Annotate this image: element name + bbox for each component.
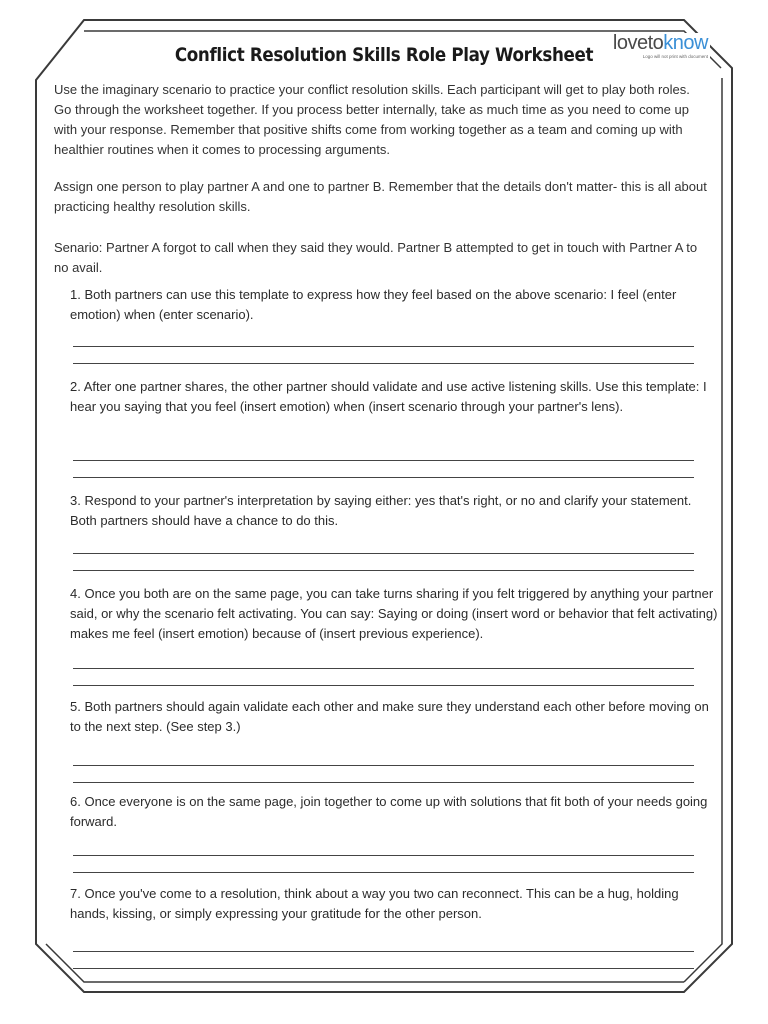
page-title: Conflict Resolution Skills Role Play Worksheet [174,44,594,66]
intro-paragraph-2: Assign one person to play partner A and one to partner B. Remember that the details don't matter- this is all about practicing healthy resolution skills. [54,179,707,214]
answer-line[interactable] [73,460,694,461]
step-6-prompt: 6. Once everyone is on the same page, join together to come up with solutions that fit both of your needs going forward. [70,794,708,829]
intro-paragraph-1: Use the imaginary scenario to practice your conflict resolution skills. Each participant will get to play both roles. Go through the worksheet together. If you process better internally, take as much time as you need to come up with your response. Remember that positive shifts come from working together as a team and coming up with healthier routines when it comes to processing arguments. [54,82,690,157]
logo-text-know: know [663,32,708,54]
answer-line[interactable] [73,782,694,783]
logo-text-love: loveto [612,32,664,54]
step-2-prompt: 2. After one partner shares, the other partner should validate and use active listening skills. Use this template: I hear you saying that you feel (insert emotion) when (insert scenario through your partner's lens). [70,379,707,414]
answer-line[interactable] [73,765,694,766]
answer-line[interactable] [73,872,694,873]
step-4-prompt: 4. Once you both are on the same page, you can take turns sharing if you felt triggered by anything your partner said, or why the scenario felt activating. You can say: Saying or doing (insert word or behavior that felt activating) makes me feel (insert emotion) because of (insert previous experience). [70,586,718,641]
answer-line[interactable] [73,346,694,347]
answer-line[interactable] [73,553,694,554]
answer-line[interactable] [73,570,694,571]
answer-line[interactable] [73,968,694,969]
answer-line[interactable] [73,363,694,364]
scenario-paragraph: Senario: Partner A forgot to call when they said they would. Partner B attempted to get in touch with Partner A to no avail. [54,240,698,275]
step-5-prompt: 5. Both partners should again validate each other and make sure they understand each other before moving on to the next step. (See step 3.) [70,699,709,734]
answer-line[interactable] [73,685,694,686]
answer-line[interactable] [73,951,694,952]
step-7-prompt: 7. Once you've come to a resolution, think about a way you two can reconnect. This can be a hug, holding hands, kissing, or simply expressing your gratitude for the other person. [70,886,679,921]
step-1-prompt: 1. Both partners can use this template to express how they feel based on the above scenario: I feel (enter emotion) when (enter scenario). [70,287,677,322]
lovetoknow-logo [611,33,710,59]
answer-line[interactable] [73,668,694,669]
answer-line[interactable] [73,855,694,856]
step-3-prompt: 3. Respond to your partner's interpretation by saying either: yes that's right, or no and clarify your statement. Both partners should have a chance to do this. [70,493,692,528]
logo-note: Logo will not print with document [642,54,708,59]
answer-line[interactable] [73,477,694,478]
